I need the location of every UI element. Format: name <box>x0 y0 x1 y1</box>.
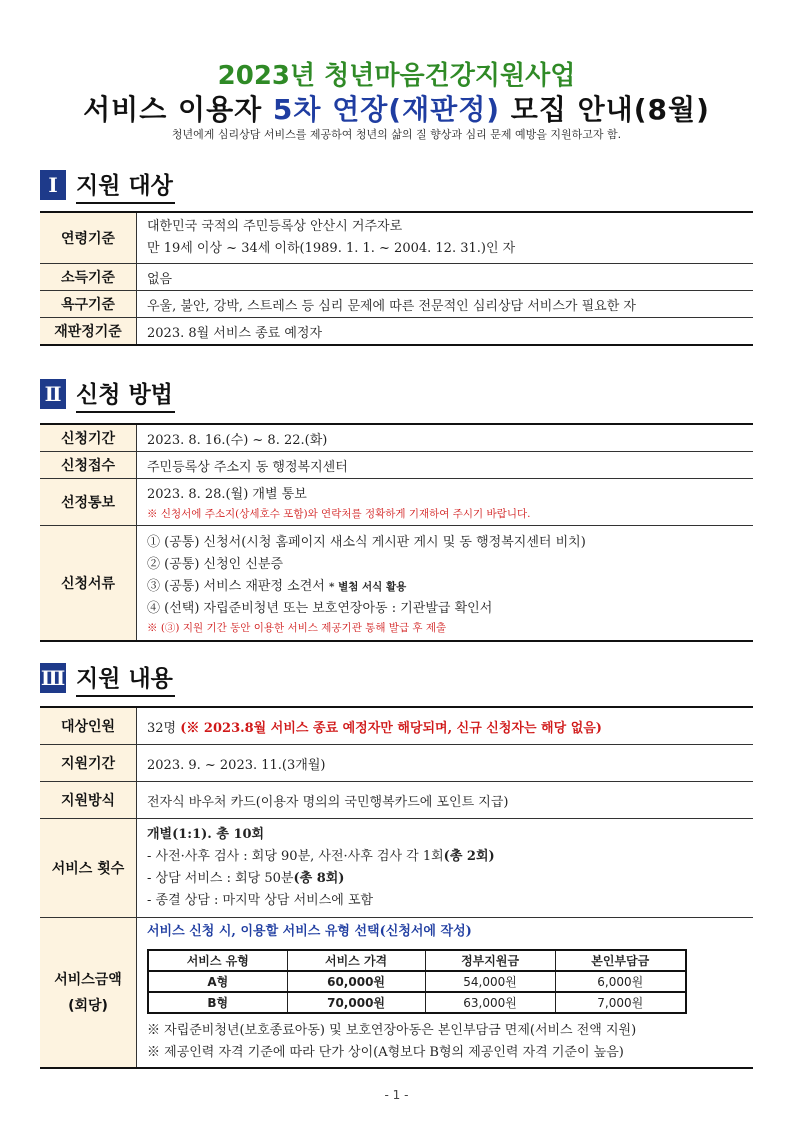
support-period-label: 지원기간 <box>40 745 137 782</box>
apply-place-value: 주민등록상 주소지 동 행정복지센터 <box>137 452 754 479</box>
section-number-1: Ⅰ <box>40 170 66 200</box>
price-cell: A형 <box>148 971 287 992</box>
notice-text: 2023. 8. 28.(월) 개별 통보 <box>147 486 307 502</box>
price-table <box>147 949 687 1014</box>
count-number: 32명 <box>147 720 177 736</box>
apply-period-value: 2023. 8. 16.(수) ~ 8. 22.(화) <box>137 424 754 452</box>
apply-place-label: 신청접수 <box>40 452 137 479</box>
docs-label: 신청서류 <box>40 526 137 642</box>
need-label: 욕구기준 <box>40 291 137 318</box>
price-header: 본인부담금 <box>555 950 686 971</box>
fee-head: 서비스 신청 시, 이용할 서비스 유형 선택(신청서에 작성) <box>147 924 472 939</box>
times-value <box>137 819 754 918</box>
price-cell: 7,000원 <box>555 992 686 1013</box>
notice-note: ※ 신청서에 주소지(상세호수 포함)와 연락처를 정확하게 기재하여 주시기 바랍니다. <box>147 507 531 520</box>
price-cell: 63,000원 <box>425 992 555 1013</box>
section-title-2: 신청 방법 <box>76 376 175 413</box>
price-header-row <box>148 950 686 971</box>
docs-note: ※ (③) 지원 기간 동안 이용한 서비스 제공기관 통해 발급 후 제출 <box>147 621 447 634</box>
count-label: 대상인원 <box>40 707 137 745</box>
price-cell: 60,000원 <box>287 971 425 992</box>
section-number-2: Ⅱ <box>40 379 66 409</box>
section-title-3: 지원 내용 <box>76 660 175 697</box>
age-value <box>137 212 754 264</box>
table-row <box>40 707 753 745</box>
times-line3 <box>147 868 743 890</box>
apply-period-label: 신청기간 <box>40 424 137 452</box>
times-line2-text: - 사전·사후 검사 : 회당 90분, 사전·사후 검사 각 1회 <box>147 849 444 864</box>
support-period-value: 2023. 9. ~ 2023. 11.(3개월) <box>137 745 754 782</box>
table-row <box>40 452 753 479</box>
price-cell: 70,000원 <box>287 992 425 1013</box>
age-line1: 대한민국 국적의 주민등록상 안산시 거주자로 <box>147 219 403 234</box>
method-label: 지원방식 <box>40 782 137 819</box>
table-row <box>40 291 753 318</box>
page-subtitle: 청년에게 심리상담 서비스를 제공하여 청년의 삶의 질 향상과 심리 문제 예방을 지원하고자 함. <box>171 128 622 141</box>
age-label: 연령기준 <box>40 212 137 264</box>
section-heading-1 <box>40 169 175 201</box>
doc-item-4: ④ (선택) 자립준비청년 또는 보호연장아동 : 기관발급 확인서 <box>147 600 493 616</box>
need-value: 우울, 불안, 강박, 스트레스 등 심리 문제에 따른 전문적인 심리상담 서비스가 필요한 자 <box>137 291 754 318</box>
times-line1: 개별(1:1). 총 10회 <box>147 827 265 842</box>
title-part-a: 서비스 이용자 <box>83 93 273 126</box>
section-title-1: 지원 대상 <box>76 167 175 204</box>
income-label: 소득기준 <box>40 264 137 291</box>
count-value <box>137 707 754 745</box>
table-row <box>40 782 753 819</box>
price-header: 정부지원금 <box>425 950 555 971</box>
fee-note1: ※ 자립준비청년(보호종료아동) 및 보호연장아동은 본인부담금 면제(서비스 전액 지원) <box>147 1023 637 1038</box>
table-row <box>148 971 686 992</box>
page-title-line1: 2023년 청년마음건강지원사업 <box>217 61 576 91</box>
page-title-line2 <box>0 88 793 128</box>
times-line3-bold: (총 8회) <box>293 871 345 886</box>
price-cell: 6,000원 <box>555 971 686 992</box>
table-row <box>40 424 753 452</box>
table-row <box>40 212 753 264</box>
notice-value <box>137 479 754 526</box>
times-label: 서비스 횟수 <box>40 819 137 918</box>
doc-item-1: ① (공통) 신청서(시청 홈페이지 새소식 게시판 게시 및 동 행정복지센터 비치) <box>147 534 586 550</box>
times-line2-bold: (총 2회) <box>443 849 495 864</box>
method-value: 전자식 바우처 카드(이용자 명의의 국민행복카드에 포인트 지급) <box>137 782 754 819</box>
section-heading-3 <box>40 662 175 694</box>
content-table <box>40 706 753 1069</box>
table-row <box>148 992 686 1013</box>
title-highlight: 5차 연장(재판정) <box>272 93 501 126</box>
doc-item-3-text: ③ (공통) 서비스 재판정 소견서 <box>147 578 325 594</box>
times-line4: - 종결 상담 : 마지막 상담 서비스에 포함 <box>147 893 374 908</box>
docs-value <box>137 526 754 642</box>
rejudge-label: 재판정기준 <box>40 318 137 346</box>
fee-note2: ※ 제공인력 자격 기준에 따라 단가 상이(A형보다 B형의 제공인력 자격 기준이 높음) <box>147 1045 624 1060</box>
table-row <box>40 819 753 918</box>
table-row <box>40 264 753 291</box>
count-note: (※ 2023.8월 서비스 종료 예정자만 해당되며, 신규 신청자는 해당 없음) <box>180 720 602 736</box>
fee-label-1: 서비스금액 <box>54 971 122 988</box>
price-cell: 54,000원 <box>425 971 555 992</box>
price-header: 서비스 유형 <box>148 950 287 971</box>
fee-label <box>40 918 137 1069</box>
page-number: - 1 - <box>384 1088 409 1102</box>
times-line3-text: - 상담 서비스 : 회당 50분 <box>147 871 294 886</box>
table-row <box>40 526 753 642</box>
section-number-3: Ⅲ <box>40 663 66 693</box>
doc-item-3-note: * 별첨 서식 활용 <box>328 580 407 593</box>
doc-item-2: ② (공통) 신청인 신분증 <box>147 556 284 572</box>
rejudge-value: 2023. 8월 서비스 종료 예정자 <box>137 318 754 346</box>
notice-label: 선정통보 <box>40 479 137 526</box>
price-header: 서비스 가격 <box>287 950 425 971</box>
times-line2 <box>147 846 743 868</box>
apply-table <box>40 423 753 642</box>
section-heading-2 <box>40 378 175 410</box>
doc-item-3 <box>147 576 743 598</box>
table-row <box>40 479 753 526</box>
fee-value <box>137 918 754 1069</box>
title-part-b: 모집 안내(8월) <box>500 93 710 126</box>
price-cell: B형 <box>148 992 287 1013</box>
target-table <box>40 211 753 346</box>
income-value: 없음 <box>137 264 754 291</box>
fee-label-2: (회당) <box>68 997 108 1014</box>
age-line2: 만 19세 이상 ~ 34세 이하(1989. 1. 1. ~ 2004. 12. 31.)인 자 <box>147 241 516 256</box>
table-row <box>40 918 753 1069</box>
table-row <box>40 745 753 782</box>
table-row <box>40 318 753 346</box>
